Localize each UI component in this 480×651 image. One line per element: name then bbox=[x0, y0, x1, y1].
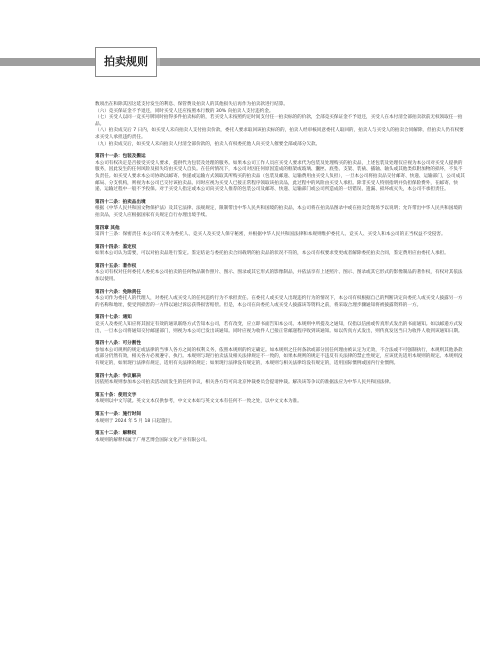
section-heading: 第四十八条：可分割性 bbox=[95, 341, 141, 347]
section-body: 如果本公司认为需要，可以对拍卖品进行鉴定。鉴定结论与委托拍卖合同载明的拍卖品的状况不符的，本公司有权要求变更或者解除委托拍卖合同，鉴定费用应由委托人承担。 bbox=[95, 251, 449, 257]
section-heading: 第四十六条：免除责任 bbox=[95, 289, 141, 295]
rules-content bbox=[95, 102, 465, 444]
section-body: 本规则以中文写就。英文文本仅供参考，中文文本如与英文文本有任何不一致之处，以中文文本为准。 bbox=[95, 399, 302, 405]
section-body: 本规则的解释权属于广州艺博会国际文化产业有限公司。 bbox=[95, 437, 210, 443]
intro-line: （七）买受人以同一竞买号牌同时拍得多件拍卖标的的，若买受人未按照约定时间支付任一拍卖标的的价款，全部竞买保证金不予退还，买受人在本付清全部拍卖款前无权领取任一拍品。 bbox=[95, 115, 463, 127]
section-body: 本公司有权对任何委托人委托本公司拍卖的任何物品制作照片、图示、图录或其它形式的影像制品，并依法享有上述照片、图示、图录或其它形式的影像制品的著作权，有权对其依法加以使用。 bbox=[95, 270, 463, 283]
intro-line: （八）拍卖成交后 7 日内，如买受人未向拍卖人支付拍卖价款，委托人要求取回该拍卖标的的，拍卖人经审核同意委托人取回的，拍卖人与买受人的拍卖合同解除，但拍卖人仍有权要求买受人承担违约责任。 bbox=[95, 128, 464, 140]
section-body: 第四十三条：保密责任 本公司有义务为委托人、竞买人及买受人保守秘密，并根据中华人民共和国法律和本规则维护委托人、竞买人、买受人和本公司的正当权益不受侵害。 bbox=[95, 232, 446, 238]
intro-line: （六）竞买保证金不予退还，同时买受人还应按照本行数的 30% 向拍卖人支付违约金。 bbox=[95, 108, 274, 114]
section-body: 根据《中华人民共和国文物保护法》及其它法律、法规规定，限制带出中华人民共和国境的拍卖品，本公司将在拍卖品图录中或在拍卖会现场予以说明；允许带出中华人民共和国境的拍卖品，买受人应根据国家有关规定自行办理出境手续。 bbox=[95, 206, 463, 218]
section-heading: 第四十二条：拍卖品出境 bbox=[95, 199, 146, 205]
section-heading: 第四十七条：通知 bbox=[95, 315, 132, 321]
section-body: 参加本公司规则的规定或法律的当事人各方之间的权利义务，依照本规则的约定确定。如本规则之任何条款或部分因任何理由被认定为无效，不合法或不可强制执行，本规则其他条款或部分仍然有效，相关各方必须遵守、执行。本规则与现行拍卖法及相关法律规定不一致的，如果本规则的规定不违反有关法律的禁止性规定，应该优先适用本规则的规定。本规则没有规定的，如果现行法律有规定，适用有关法律的规定；如果现行法律没有规定的，本规则与相关法律均没有规定的，适用国际惯例或国内行业惯例。 bbox=[95, 347, 463, 366]
section-heading: 第四十九条：争议解决 bbox=[95, 373, 141, 379]
section-body: 竞买人及委托人知应将其固定有效的通讯联络方式告知本公司，若有改变，应立即书面告知本公司。本规则中所提及之通知，仅指以信函或传真形式发出的书面通知。如以邮递方式发出，一旦本公司将通知交付邮递部门，则视为本公司已发出该通知。同时应视为收件人已接正常邮递程序收到该通知。如以传真方式发出，则传真发送当日为收件人收到该通知日期。 bbox=[95, 322, 463, 334]
section-heading: 第四十四条：鉴定权 bbox=[95, 244, 137, 250]
intro-line: （九）拍卖成交后，如买受人未向拍卖人付清全部价款的，拍卖人有权委托他人向买受人催要全部或部分欠款。 bbox=[95, 141, 321, 147]
section-heading: 第五十一条：施行时间 bbox=[95, 411, 141, 417]
section-body: 本公司作为委托人的代理人，对委托人或买受人的任何违约行为不承担责任。在委托人或买受人出现违约行为的情况下，本公司有权根据自己的判断决定向委托人或买受人披露另一方的名称和地址，使受到损害的一方得以通过诉讼获得损害赔偿。但是，本公司在向委托人或买受人披露该等资料之前，将采取合理步骤通知将被披露资料的一方。 bbox=[95, 296, 463, 308]
section-heading: 第五十二条：解释权 bbox=[95, 431, 137, 437]
intro-line: 数项出在和除其因这延支付发生的利息、保管费及拍卖人的其他损失后再作为拍卖款进行结算。 bbox=[95, 102, 288, 107]
chapter-heading: 第四章 其他 bbox=[95, 225, 120, 231]
section-body: 本规则于 2024 年 5 月 18 日起施行。 bbox=[95, 418, 175, 424]
header-band bbox=[0, 47, 480, 77]
header-bar-right bbox=[160, 58, 480, 66]
section-heading: 第五十条：使用文字 bbox=[95, 392, 137, 398]
section-heading: 第四十五条：著作权 bbox=[95, 263, 137, 269]
section-body: 本公司有权决定是否接受买受人要求，提供代为包装及处理的服务。如果本公司工作人员应买受人要求代为包装及处理购买的拍卖品，上述包装及处理仅应视为本公司对买受人提供的服务，因此发生的任何风险及损失均由买受人自负。在任何情况下，本公司对因任何原因造成的框架或玻璃、囊匣、底垫、支架、装裱、插轴、轴头或其他类似附加物的损坏，不负不负责任。如买受人要求本公司协助以邮寄、快递或运输方式领取其所购买的拍卖品（包装及邮递、运输费用由买受人负担），一旦本公司将拍卖品交付邮寄、快递、运输部门，公司成其邮局、分支机构，则视为本公司已交付该拍卖品。同时应视为买受人已接正常程序领取该拍卖品，此过程中的风险由买受人承担。除非买受人特别指明并负担保险费外，在邮寄、快递、运输过程中一般不予投保。对于买受人指定或本公司向买受人推荐的包装公司及邮寄、快递、运输部门或公司所造成的一切错误、遗漏、损坏或灭失，本公司不承担责任。 bbox=[95, 160, 465, 193]
section-body: 因依照本规则参加本公司拍卖活动而发生的任何争议，相关各方均可向北京仲裁委员会提请仲裁。解决该等争议的准据法应为中华人民共和国法律。 bbox=[95, 380, 394, 386]
header-bar-left bbox=[0, 58, 95, 66]
section-heading: 第四十一条：包装及搬运 bbox=[95, 154, 146, 160]
page-title: 拍卖规则 bbox=[95, 47, 157, 77]
